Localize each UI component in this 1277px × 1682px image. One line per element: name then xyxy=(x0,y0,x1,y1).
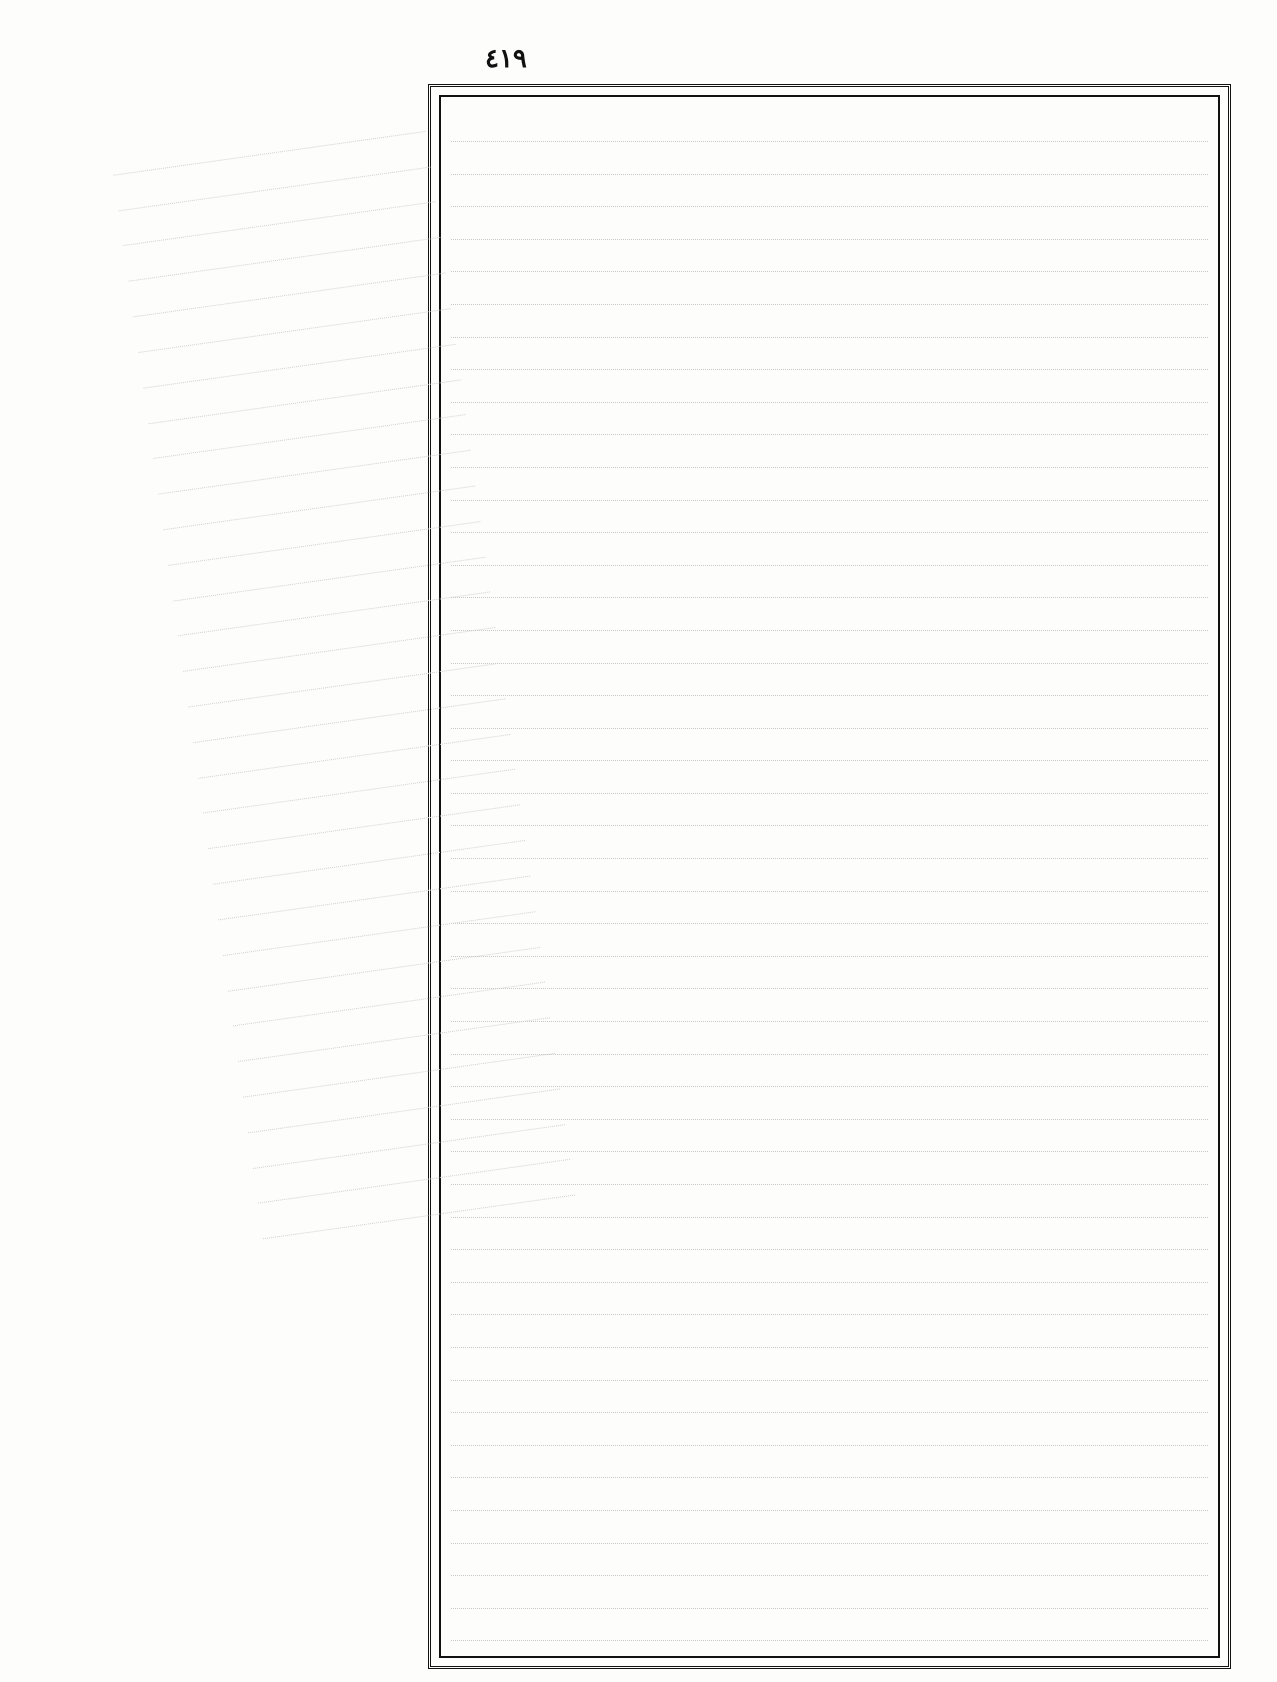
main-text-body xyxy=(439,95,1220,1658)
text-line xyxy=(451,1252,1208,1283)
text-line xyxy=(451,502,1208,533)
text-line xyxy=(451,1480,1208,1511)
text-line xyxy=(451,926,1208,957)
text-line xyxy=(451,437,1208,468)
text-line xyxy=(451,991,1208,1022)
text-line xyxy=(451,633,1208,664)
main-text-frame xyxy=(428,84,1231,1669)
text-line xyxy=(451,1382,1208,1413)
text-line xyxy=(451,1089,1208,1120)
text-line xyxy=(451,144,1208,175)
text-line xyxy=(451,1545,1208,1576)
text-line xyxy=(451,1219,1208,1250)
text-line xyxy=(451,1610,1208,1641)
text-line xyxy=(451,176,1208,207)
text-line xyxy=(451,307,1208,338)
text-line xyxy=(451,535,1208,566)
text-line xyxy=(451,730,1208,761)
text-line xyxy=(451,698,1208,729)
text-line xyxy=(451,404,1208,435)
text-line xyxy=(451,763,1208,794)
text-line xyxy=(451,795,1208,826)
text-line xyxy=(451,958,1208,989)
text-line xyxy=(451,1056,1208,1087)
text-line xyxy=(451,209,1208,240)
text-line xyxy=(451,1317,1208,1348)
text-line xyxy=(451,1578,1208,1609)
text-line xyxy=(451,1284,1208,1315)
text-line xyxy=(451,893,1208,924)
text-line xyxy=(451,1513,1208,1544)
text-line xyxy=(451,1350,1208,1381)
text-line xyxy=(451,470,1208,501)
text-line xyxy=(451,1024,1208,1055)
page-number: ٤١٩ xyxy=(485,44,527,74)
text-line xyxy=(451,339,1208,370)
text-line xyxy=(451,1415,1208,1446)
text-line xyxy=(451,111,1208,142)
text-line xyxy=(451,241,1208,272)
text-line xyxy=(451,567,1208,598)
text-line xyxy=(451,372,1208,403)
text-line xyxy=(451,274,1208,305)
text-line xyxy=(451,828,1208,859)
text-line xyxy=(451,1447,1208,1478)
text-line xyxy=(451,861,1208,892)
text-line xyxy=(451,665,1208,696)
text-line xyxy=(451,600,1208,631)
